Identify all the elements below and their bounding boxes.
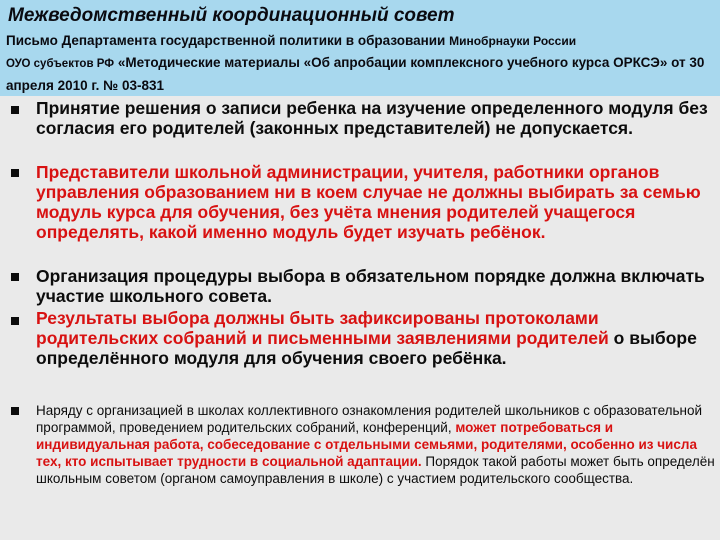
item-text-1: Наряду с организацией в школах коллективного ознакомления родителей школьников с образовательной программой, проведением родительских собраний, конференций, <box>36 403 703 435</box>
item-text: Принятие решения о записи ребенка на изучение определенного модуля без согласия его родителей (законных представителей) не допускается. <box>36 98 708 138</box>
item-text-red: Результаты выбора должны быть зафиксированы протоколами родительских собраний и письменными заявлениями родителей <box>36 308 609 348</box>
item-text <box>36 308 716 368</box>
square-bullet-icon <box>11 273 19 281</box>
header-banner <box>0 0 720 96</box>
square-bullet-icon <box>11 317 19 325</box>
subtitle-text-2: «Методические материалы «Об апробации комплексного учебного курса ОРКСЭ» от 30 апреля 2010 г. № 03-831 <box>6 55 705 93</box>
square-bullet-icon <box>11 169 19 177</box>
subtitle-ministry: Минобрнауки России <box>449 34 577 48</box>
item-text <box>36 402 720 487</box>
square-bullet-icon <box>11 407 19 415</box>
page-subtitle <box>6 30 716 96</box>
page-title: Межведомственный координационный совет <box>8 5 455 26</box>
subtitle-text-1: Письмо Департамента государственной политики в образовании <box>6 33 450 48</box>
item-text-black: о выборе определённого модуля для обучения своего ребёнка. <box>36 328 697 368</box>
subtitle-oou: ОУО субъектов РФ <box>6 58 115 70</box>
item-text: Представители школьной администрации, учителя, работники органов управления образованием ни в коем случае не должны выбирать за семью модуль курса для обучения, без учёта мнения родителей учащегося определять, какой именно модуль будет изучать ребёнок. <box>36 162 701 242</box>
item-text-2: Порядок такой работы может быть определён школьным советом (органом самоуправления в школе) с участием родительского сообщества. <box>36 454 715 486</box>
square-bullet-icon <box>11 106 19 114</box>
item-text-red: может потребоваться и индивидуальная работа, собеседование с отдельными семьями, родителями, особенно из числа тех, кто испытывает трудности в социальной адаптации. <box>36 420 697 469</box>
item-text: Организация процедуры выбора в обязательном порядке должна включать участие школьного совета. <box>36 266 705 306</box>
